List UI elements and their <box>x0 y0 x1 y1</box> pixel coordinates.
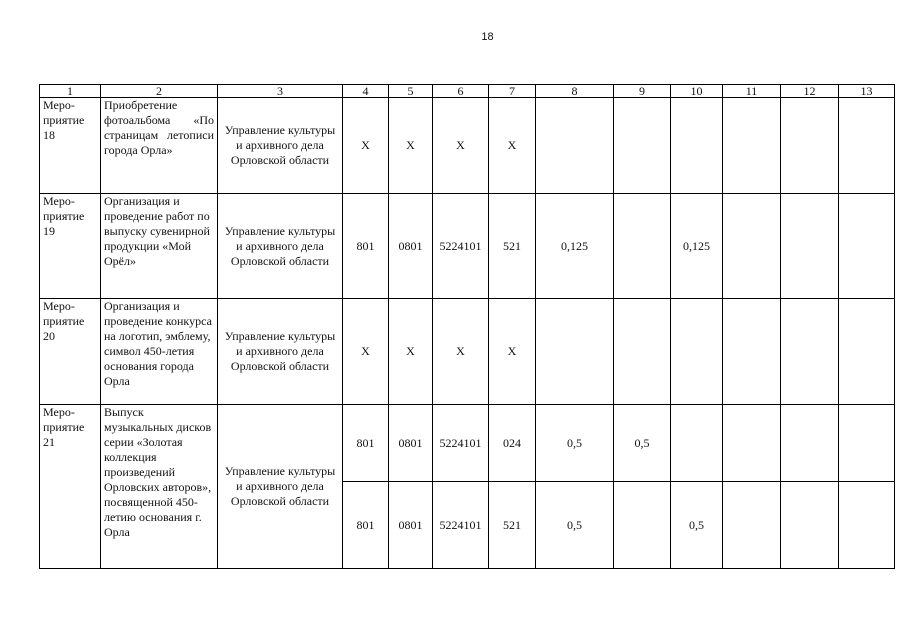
column-header: 7 <box>489 85 536 98</box>
value-cell: Х <box>433 299 489 405</box>
value-cell <box>614 482 671 569</box>
value-cell <box>723 482 781 569</box>
event-name-cell: Организация и проведение работ по выпуску сувенирной продукции «Мой Орёл» <box>101 194 218 299</box>
value-cell: Х <box>343 299 389 405</box>
table-row <box>40 194 895 299</box>
event-line: приятие <box>43 314 85 328</box>
value-cell <box>781 299 839 405</box>
event-line: приятие <box>43 209 85 223</box>
event-line: 19 <box>43 224 55 238</box>
value-cell <box>839 482 895 569</box>
value-cell <box>614 98 671 194</box>
value-cell: 5224101 <box>433 405 489 482</box>
value-cell: 0801 <box>389 405 433 482</box>
column-header: 4 <box>343 85 389 98</box>
value-cell <box>839 98 895 194</box>
value-cell <box>671 98 723 194</box>
page-number: 18 <box>481 31 494 43</box>
value-cell: Х <box>489 98 536 194</box>
event-line: 21 <box>43 435 55 449</box>
event-line: 20 <box>43 329 55 343</box>
value-cell: 0,5 <box>536 405 614 482</box>
event-line: Меро- <box>43 405 75 419</box>
event-cell <box>40 405 101 569</box>
value-cell: 521 <box>489 482 536 569</box>
column-header: 8 <box>536 85 614 98</box>
value-cell: 0,125 <box>536 194 614 299</box>
column-header: 11 <box>723 85 781 98</box>
event-cell <box>40 98 101 194</box>
executor-cell: Управление культуры и архивного дела Орловской области <box>218 98 343 194</box>
value-cell <box>781 405 839 482</box>
value-cell <box>723 98 781 194</box>
value-cell <box>781 98 839 194</box>
event-line: Меро- <box>43 194 75 208</box>
value-cell: 0,125 <box>671 194 723 299</box>
value-cell <box>839 194 895 299</box>
value-cell <box>723 194 781 299</box>
value-cell: 0,5 <box>671 482 723 569</box>
event-line: Меро- <box>43 299 75 313</box>
value-cell: 0,5 <box>614 405 671 482</box>
table-row <box>40 299 895 405</box>
value-cell: 5224101 <box>433 194 489 299</box>
table-row <box>40 98 895 194</box>
value-cell: 5224101 <box>433 482 489 569</box>
event-name-cell: Выпуск музыкальных дисков серии «Золотая коллекция произведений Орловских авторов», посвященной 450-летию основания г. Орла <box>101 405 218 569</box>
value-cell <box>723 299 781 405</box>
table-row <box>40 405 895 482</box>
value-cell <box>723 405 781 482</box>
value-cell <box>671 299 723 405</box>
executor-cell: Управление культуры и архивного дела Орловской области <box>218 405 343 569</box>
value-cell <box>536 98 614 194</box>
column-header: 13 <box>839 85 895 98</box>
event-line: 18 <box>43 128 55 142</box>
value-cell: 0801 <box>389 482 433 569</box>
executor-cell: Управление культуры и архивного дела Орловской области <box>218 194 343 299</box>
value-cell <box>839 405 895 482</box>
value-cell: 0,5 <box>536 482 614 569</box>
event-line: Меро- <box>43 98 75 112</box>
value-cell: 801 <box>343 482 389 569</box>
value-cell <box>781 194 839 299</box>
executor-cell: Управление культуры и архивного дела Орловской области <box>218 299 343 405</box>
value-cell <box>839 299 895 405</box>
value-cell: Х <box>433 98 489 194</box>
table-header-row <box>40 85 895 98</box>
event-line: приятие <box>43 113 85 127</box>
value-cell <box>671 405 723 482</box>
column-header: 10 <box>671 85 723 98</box>
value-cell <box>614 299 671 405</box>
value-cell <box>536 299 614 405</box>
budget-table <box>39 84 895 569</box>
column-header: 12 <box>781 85 839 98</box>
event-cell <box>40 299 101 405</box>
column-header: 2 <box>101 85 218 98</box>
value-cell: 801 <box>343 405 389 482</box>
event-cell <box>40 194 101 299</box>
event-name-cell: Организация и проведение конкурса на логотип, эмблему, символ 450-летия основания города Орла <box>101 299 218 405</box>
column-header: 6 <box>433 85 489 98</box>
column-header: 5 <box>389 85 433 98</box>
value-cell <box>781 482 839 569</box>
value-cell: 801 <box>343 194 389 299</box>
value-cell <box>614 194 671 299</box>
column-header: 1 <box>40 85 101 98</box>
event-name-cell: Приобретение фотоальбома «По страницам летописи города Орла» <box>101 98 218 194</box>
value-cell: 0801 <box>389 194 433 299</box>
value-cell: 024 <box>489 405 536 482</box>
value-cell: Х <box>389 98 433 194</box>
value-cell: Х <box>389 299 433 405</box>
value-cell: Х <box>343 98 389 194</box>
column-header: 3 <box>218 85 343 98</box>
value-cell: Х <box>489 299 536 405</box>
value-cell: 521 <box>489 194 536 299</box>
column-header: 9 <box>614 85 671 98</box>
event-line: приятие <box>43 420 85 434</box>
